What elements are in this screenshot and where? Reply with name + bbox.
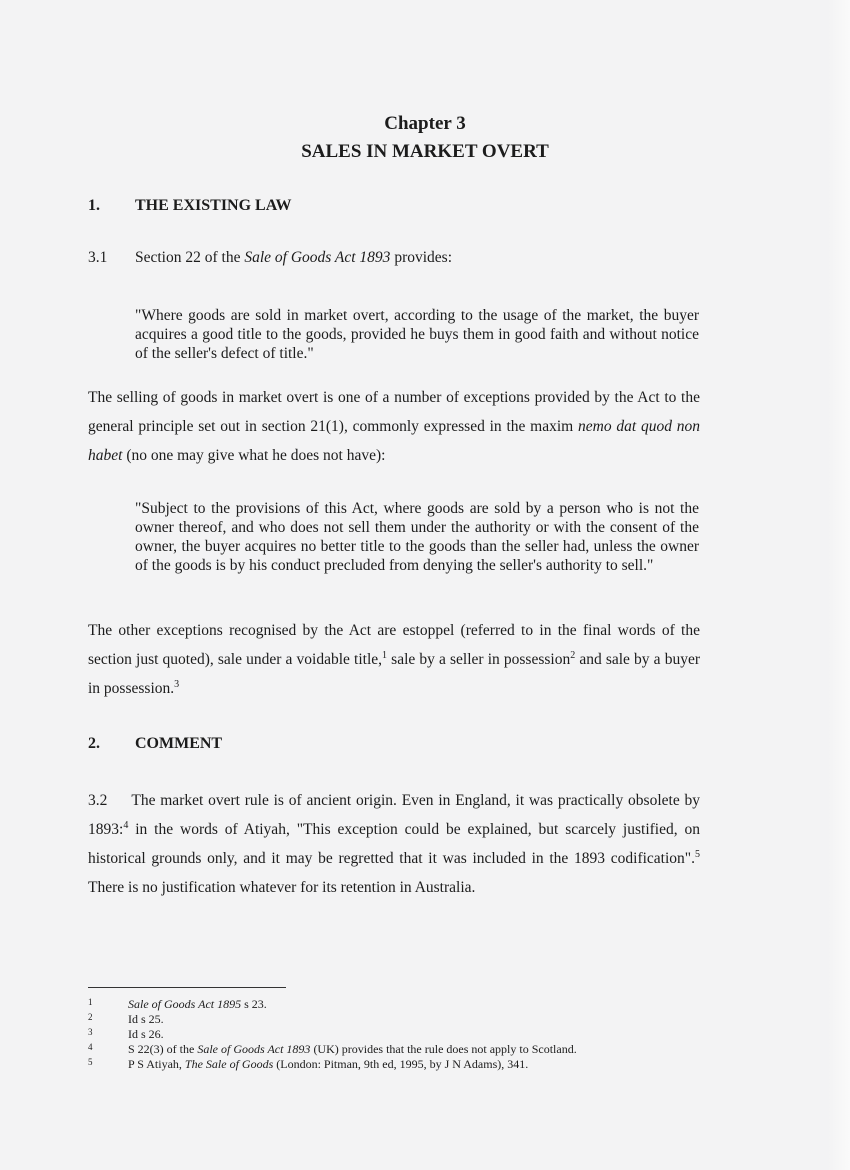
document-page: Chapter 3 SALES IN MARKET OVERT 1. THE EXISTING LAW 3.1 Section 22 of the Sale of Goods Act 1893 provides: "Where goods are sold in market overt, according to the usage of the market, the buyer acquires a good title to the goods, provided he buys them in good faith and without notice of the seller's defect of title." The selling of goods in market overt is one of a number of exceptions provided by the Act to the general principle set out in section 21(1), commonly expressed in the maxim nemo dat quod non habet (no one may give what he does not have): "Subject to the provisions of this Act, where goods are sold by a person who is not the owner thereof, and who does not sell them under the authority or with the consent of the owner, the buyer acquires no better title to the goods than the seller had, unless the owner of the goods is by his conduct precluded from denying the seller's authority to sell." The other exceptions recognised by the Act are estoppel (referred to in the final words of the section just quoted), sale under a voidable title,$^1$ sale by a seller in possession$^2$ and sale by a buyer in possession.$^3$ 2. COMMENT 3.2 The market overt rule is of ancient origin. Even in England, it was practically obsolete by 1893:$^4$ in the words of Atiyah, "This exception could be explained, but scarcely justified, on historical grounds only, and it may be regretted that it was included in the 1893 codification".$^5$ There is no justification whatever for its retention in Australia. 1 Sale of Goods Act 1895 s 23. 2 Id s 25. 3 Id s 26. 4 S 22(3) of the Sale of Goods Act 1893 (UK) provides that the rule does not apply to Scotland. 5 P S Atiyah, The Sale of Goods (London: Pitman, 9th ed, 1995, by J N Adams), 341. — [0, 0, 850, 1170]
footnote-ref-2: 2 — [570, 649, 576, 661]
quote-section-21: "Subject to the provisions of this Act, where goods are sold by a person who is not the owner thereof, and who does not sell them under the authority or with the consent of the owner, the buyer acquires no better title to the goods than the seller had, unless the owner of the goods is by his conduct precluded from denying the seller's authority to sell." — [135, 500, 699, 574]
footnote-separator — [88, 987, 286, 988]
para-3-2: 3.2 The market overt rule is of ancient origin. Even in England, it was practically obsolete by 1893:$^4$ in the words of Atiyah, "This exception could be explained, but scarcely justified, on historical grounds only, and it may be regretted that it was included in the 1893 codification".$^5$ There is no justification whatever for its retention in Australia. — [88, 792, 700, 896]
section-2-number: 2. — [88, 735, 100, 752]
section-1-number: 1. — [88, 197, 100, 214]
para-3-1-text: Section 22 of the Sale of Goods Act 1893 provides: — [135, 249, 452, 266]
chapter-number: Chapter 3 — [384, 113, 466, 134]
para-3-1-number: 3.1 — [88, 249, 108, 266]
section-1-heading: THE EXISTING LAW — [135, 197, 292, 214]
quote-section-22: "Where goods are sold in market overt, according to the usage of the market, the buyer acquires a good title to the goods, provided he buys them in good faith and without notice of the seller's defect of title." — [135, 307, 699, 362]
footnote-ref-1: 1 — [382, 649, 388, 661]
page-edge-shadow — [828, 0, 850, 1170]
footnote-ref-3: 3 — [174, 678, 180, 690]
para-3-2-number: 3.2 — [88, 792, 108, 809]
chapter-title: SALES IN MARKET OVERT — [301, 141, 549, 162]
para-other-exceptions: The other exceptions recognised by the Act are estoppel (referred to in the final words of the section just quoted), sale under a voidable title,$^1$ sale by a seller in possession$^2$ and sale by a buyer in possession.$^3$ — [88, 622, 700, 697]
footnote-ref-5: 5 — [695, 848, 700, 860]
maxim: nemo dat quod non habet — [88, 418, 700, 464]
section-2-heading: COMMENT — [135, 735, 223, 752]
para-exceptions: The selling of goods in market overt is one of a number of exceptions provided by the Act to the general principle set out in section 21(1), commonly expressed in the maxim nemo dat quod non habet (no one may give what he does not have): — [88, 389, 700, 464]
act-title: Sale of Goods Act 1893 — [244, 249, 391, 266]
footnote-ref-4: 4 — [123, 819, 129, 831]
